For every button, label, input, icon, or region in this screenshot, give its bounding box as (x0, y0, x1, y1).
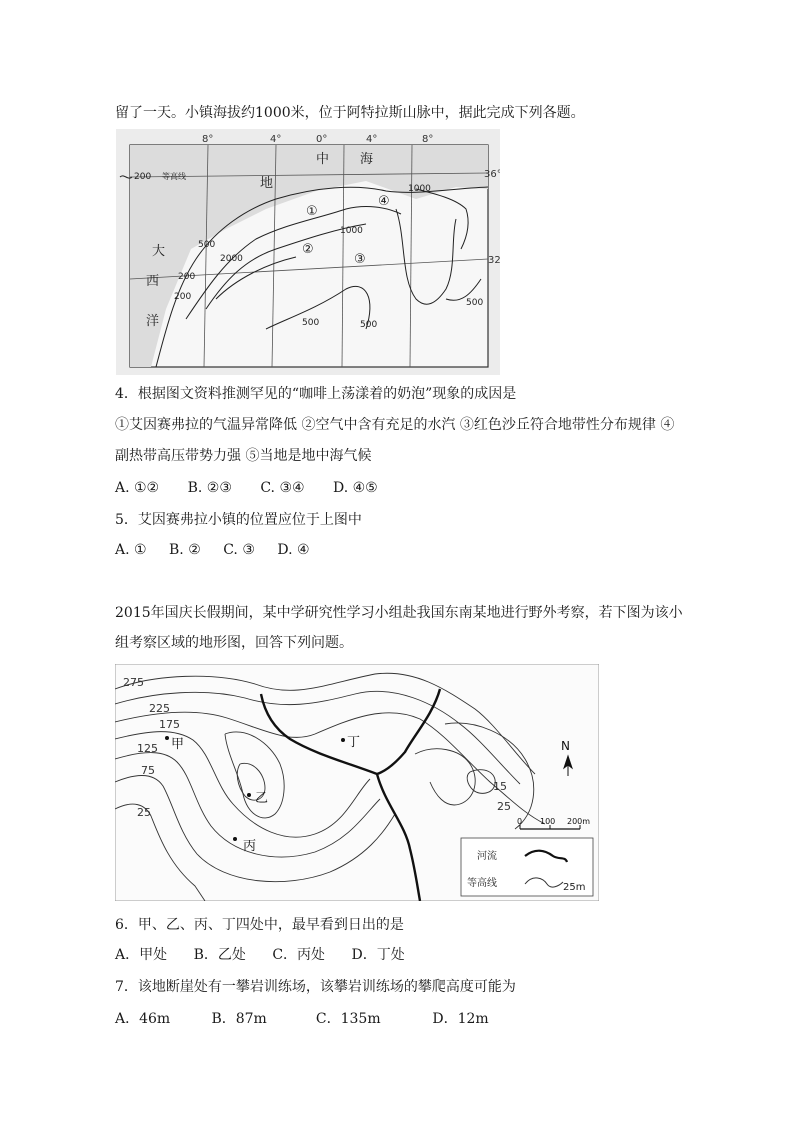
contour-label: 1000 (340, 226, 363, 236)
contour-label: 500 (360, 320, 378, 330)
q5-options (115, 541, 328, 559)
contour-label: 500 (302, 318, 320, 328)
contour-label: 15 (493, 780, 507, 793)
ocean-label: 大 (152, 244, 166, 259)
lon-label: 4° (366, 134, 378, 145)
contour-label: 75 (141, 764, 155, 777)
point-bing: 丙 (243, 839, 257, 854)
contour-label: 125 (137, 742, 158, 755)
intro-text: 留了一天。小镇海拔约1000米，位于阿特拉斯山脉中，据此完成下列各题。 (115, 105, 585, 121)
land-label: 地 (260, 176, 274, 191)
marker-3: ③ (354, 252, 366, 267)
q7-stem: 7．该地断崖处有一攀岩训练场，该攀岩训练场的攀爬高度可能为 (115, 979, 516, 995)
marker-4: ④ (378, 194, 390, 209)
lon-label: 4° (270, 134, 282, 145)
q6-option-c[interactable]: C．丙处 (272, 947, 326, 963)
sea-label: 中 (316, 152, 330, 167)
legend-contour-label: 等高线 (467, 878, 497, 889)
marker-2: ② (302, 242, 314, 257)
contour-label: 1000 (408, 184, 431, 194)
q5-option-a[interactable]: A. ① (115, 542, 147, 558)
q6-option-b[interactable]: B．乙处 (193, 947, 246, 963)
marker-1: ① (306, 204, 318, 219)
q4-option-a[interactable]: A. ①② (115, 480, 160, 496)
point-ding: 丁 (347, 735, 361, 750)
q7-options (115, 1010, 512, 1028)
q7-option-c[interactable]: C．135m (315, 1011, 381, 1027)
sea-label: 海 (360, 152, 374, 167)
q7-option-b[interactable]: B．87m (211, 1011, 267, 1027)
scale-200: 200m (567, 817, 591, 826)
q5-option-c[interactable]: C. ③ (223, 542, 255, 558)
point-yi: 乙 (255, 791, 269, 806)
q5-option-b[interactable]: B. ② (169, 542, 201, 558)
legend-contour-value: 25m (563, 882, 586, 893)
q4-statements-1: ①艾因赛弗拉的气温异常降低 ②空气中含有充足的水汽 ③红色沙丘符合地带性分布规律 ④ (115, 417, 675, 433)
north-label: N (561, 739, 570, 753)
scale-100: 100 (540, 817, 556, 826)
q6-stem: 6．甲、乙、丙、丁四处中，最早看到日出的是 (115, 917, 404, 933)
map1-legend-value: 200 (134, 172, 152, 182)
contour-label: 2000 (220, 254, 243, 264)
q6-option-d[interactable]: D．丁处 (351, 947, 405, 963)
contour-label: 25 (497, 800, 511, 813)
atlas-map (116, 129, 500, 375)
lon-label: 8° (202, 134, 214, 145)
ocean-label: 洋 (146, 314, 160, 329)
map1-legend-unit: 等高线 (162, 172, 186, 181)
q4-stem: 4．根据图文资料推测罕见的“咖啡上荡漾着的奶泡”现象的成因是 (115, 386, 517, 402)
q4-statements-2: 副热带高压带势力强 ⑤当地是地中海气候 (115, 448, 372, 464)
q4-option-c[interactable]: C. ③④ (260, 480, 305, 496)
q4-option-d[interactable]: D. ④⑤ (333, 480, 378, 496)
legend-river-label: 河流 (477, 851, 497, 862)
lon-label: 8° (422, 134, 434, 145)
q4-options (115, 479, 402, 497)
contour-label: 275 (123, 676, 144, 689)
q5-stem: 5．艾因赛弗拉小镇的位置应位于上图中 (115, 512, 362, 528)
q7-option-d[interactable]: D．12m (432, 1011, 489, 1027)
lat-label: 32 (488, 255, 500, 266)
contour-label: 175 (159, 718, 180, 731)
lat-label: 36° (484, 169, 500, 180)
q6-options (115, 946, 427, 964)
q7-option-a[interactable]: A．46m (115, 1011, 171, 1027)
contour-label: 200 (174, 292, 192, 302)
point-jia: 甲 (171, 737, 185, 752)
contour-label: 25 (137, 806, 151, 819)
contour-label: 225 (149, 702, 170, 715)
scale-0: 0 (517, 817, 523, 826)
intro2-line2: 组考察区域的地形图，回答下列问题。 (115, 635, 353, 651)
q6-option-a[interactable]: A．甲处 (115, 947, 168, 963)
contour-label: 500 (198, 240, 216, 250)
lon-label: 0° (316, 134, 328, 145)
q5-option-d[interactable]: D. ④ (277, 542, 310, 558)
contour-label: 200 (178, 272, 196, 282)
topographic-map (115, 664, 599, 901)
q4-option-b[interactable]: B. ②③ (187, 480, 232, 496)
intro2-line1: 2015年国庆长假期间，某中学研究性学习小组赴我国东南某地进行野外考察，若下图为该小 (115, 605, 683, 621)
contour-label: 500 (466, 298, 484, 308)
ocean-label: 西 (146, 274, 160, 289)
